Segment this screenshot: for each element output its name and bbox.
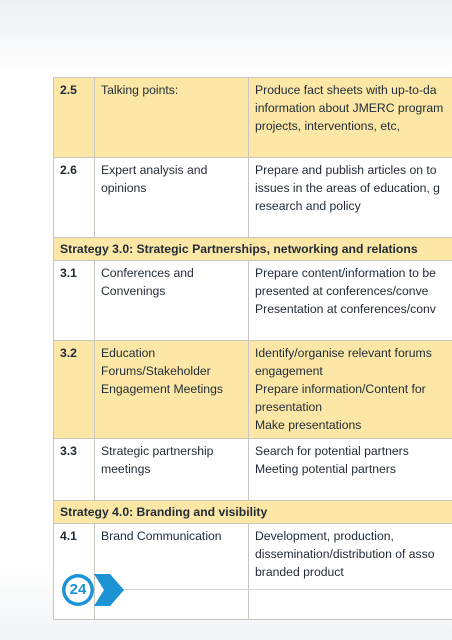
- task-line: dissemination/distribution of asso: [255, 547, 435, 561]
- activity-line: opinions: [101, 181, 147, 195]
- task-line: Make presentations: [255, 418, 362, 432]
- item-number: 2.6: [54, 158, 95, 238]
- activity-line: Strategic partnership: [101, 444, 214, 458]
- activity-cell: [95, 78, 249, 158]
- action-plan-body: [54, 78, 452, 620]
- activity-cell: [95, 261, 249, 341]
- activity-line: Forums/Stakeholder: [101, 364, 211, 378]
- strategy-title: Strategy 3.0: Strategic Partnerships, networking and relations: [54, 238, 452, 261]
- task-cell: [249, 341, 452, 439]
- task-line: Development, production,: [255, 529, 394, 543]
- strategy-title: Strategy 4.0: Branding and visibility: [54, 501, 452, 524]
- table-row: [54, 158, 452, 238]
- task-line: presentation: [255, 400, 323, 414]
- task-line: Prepare information/Content for: [255, 382, 426, 396]
- table-row: [54, 261, 452, 341]
- task-cell: [249, 158, 452, 238]
- activity-line: Education: [101, 346, 156, 360]
- task-cell: [249, 261, 452, 341]
- task-line: Meeting potential partners: [255, 462, 396, 476]
- page-number: 24: [69, 581, 87, 598]
- task-line: engagement: [255, 364, 323, 378]
- activity-line: meetings: [101, 462, 151, 476]
- activity-line: Convenings: [101, 284, 166, 298]
- footer-divider: [118, 589, 452, 590]
- activity-line: Talking points:: [101, 83, 179, 97]
- table-row: [54, 341, 452, 439]
- activity-cell: [95, 341, 249, 439]
- task-line: presented at conferences/conve: [255, 284, 429, 298]
- task-cell: [249, 439, 452, 501]
- page-number-badge: [50, 574, 124, 606]
- activity-cell: [95, 439, 249, 501]
- item-number: 2.5: [54, 78, 95, 158]
- item-number: 3.1: [54, 261, 95, 341]
- activity-line: Brand Communication: [101, 529, 222, 543]
- activity-line: Engagement Meetings: [101, 382, 223, 396]
- task-line: Prepare content/information to be: [255, 266, 436, 280]
- item-number: 3.3: [54, 439, 95, 501]
- task-cell: [249, 524, 452, 620]
- item-number: 4.1: [54, 524, 95, 620]
- table-row: [54, 439, 452, 501]
- task-line: issues in the areas of education, g: [255, 181, 440, 195]
- task-line: branded product: [255, 565, 344, 579]
- task-line: Identify/organise relevant forums: [255, 346, 432, 360]
- activity-cell: [95, 158, 249, 238]
- action-plan-table: [53, 77, 452, 620]
- task-line: research and policy: [255, 199, 361, 213]
- item-number: 3.2: [54, 341, 95, 439]
- strategy-header-row: [54, 238, 452, 261]
- task-line: Produce fact sheets with up-to-da: [255, 83, 437, 97]
- table-row: [54, 78, 452, 158]
- task-line: Presentation at conferences/conv: [255, 302, 436, 316]
- task-line: information about JMERC program: [255, 101, 444, 115]
- task-line: projects, interventions, etc,: [255, 119, 400, 133]
- strategy-header-row: [54, 501, 452, 524]
- activity-line: Expert analysis and: [101, 163, 208, 177]
- task-line: Search for potential partners: [255, 444, 409, 458]
- activity-line: Conferences and: [101, 266, 194, 280]
- task-cell: [249, 78, 452, 158]
- task-line: Prepare and publish articles on to: [255, 163, 437, 177]
